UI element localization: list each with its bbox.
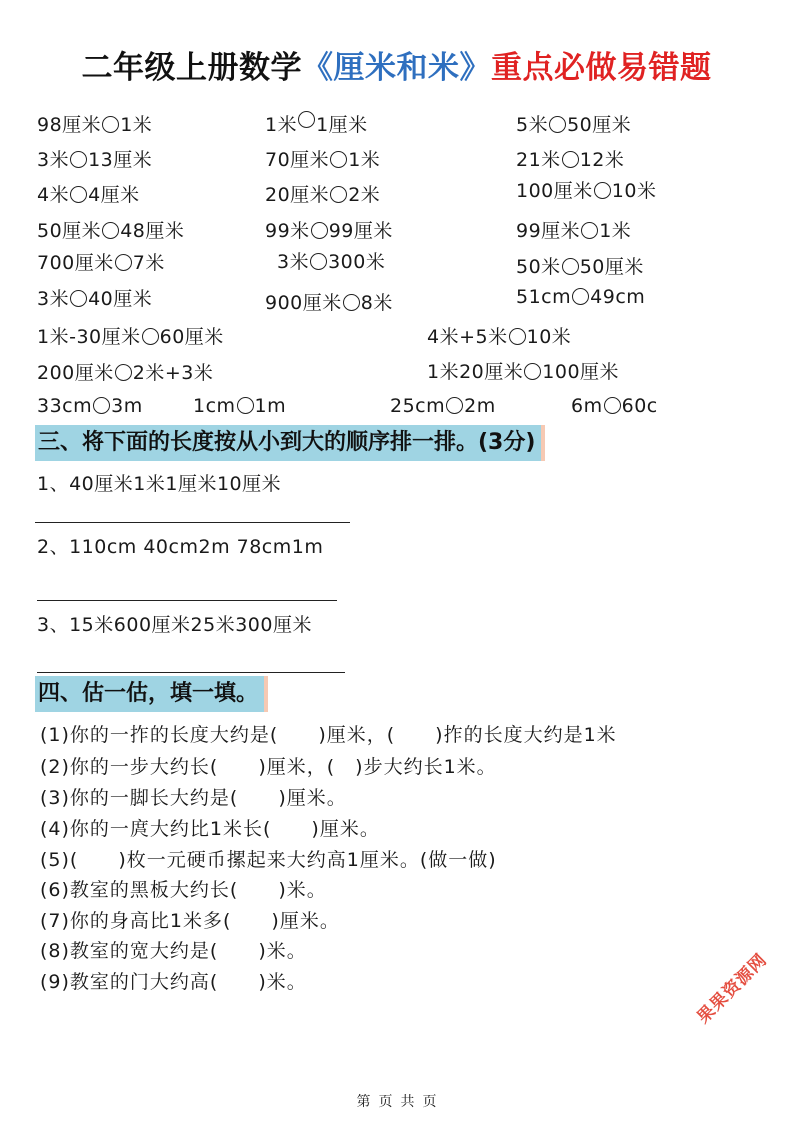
footer-di: 第 xyxy=(356,1094,371,1110)
estimate-question-7: (7)你的身高比1米多( )厘米。 xyxy=(40,910,340,932)
answer-circle[interactable] xyxy=(572,288,589,305)
compare-item: 33cm 3m xyxy=(37,395,143,417)
answer-circle[interactable] xyxy=(549,116,566,133)
answer-circle[interactable] xyxy=(581,222,598,239)
answer-circle[interactable] xyxy=(311,222,328,239)
answer-circle[interactable] xyxy=(115,254,132,271)
title-subtitle: 重点必做易错题 xyxy=(491,50,712,86)
estimate-question-4: (4)你的一庹大约比1米长( )厘米。 xyxy=(40,818,380,840)
answer-circle[interactable] xyxy=(330,186,347,203)
estimate-question-3: (3)你的一脚长大约是( )厘米。 xyxy=(40,787,347,809)
estimate-question-6: (6)教室的黑板大约长( )米。 xyxy=(40,879,327,901)
answer-circle[interactable] xyxy=(310,253,327,270)
answer-circle[interactable] xyxy=(102,116,119,133)
compare-item: 1cm 1m xyxy=(193,395,287,417)
compare-item: 4米 4厘米 xyxy=(37,184,140,206)
answer-circle[interactable] xyxy=(524,363,541,380)
estimate-question-1: (1)你的一拃的长度大约是( )厘米，( )拃的长度大约是1米 xyxy=(40,724,617,746)
page-title xyxy=(0,42,793,87)
answer-circle[interactable] xyxy=(102,222,119,239)
estimate-question-8: (8)教室的宽大约是( )米。 xyxy=(40,940,307,962)
section-4-heading: 四、估一估，填一填。 xyxy=(35,676,264,712)
answer-circle[interactable] xyxy=(343,294,360,311)
compare-item: 3米 13厘米 xyxy=(37,149,153,171)
compare-item: 99米 99厘米 xyxy=(265,220,393,242)
compare-item: 100厘米 10米 xyxy=(516,180,657,202)
estimate-question-2: (2)你的一步大约长( )厘米，( )步大约长1米。 xyxy=(40,756,497,778)
compare-item: 5米 50厘米 xyxy=(516,114,632,136)
compare-item: 21米 12米 xyxy=(516,149,625,171)
compare-item: 50厘米 48厘米 xyxy=(37,220,185,242)
compare-item: 1米-30厘米 60厘米 xyxy=(37,326,224,348)
compare-item: 99厘米 1米 xyxy=(516,220,632,242)
answer-circle[interactable] xyxy=(446,397,463,414)
answer-circle[interactable] xyxy=(604,397,621,414)
compare-item: 98厘米 1米 xyxy=(37,114,153,136)
answer-line[interactable] xyxy=(37,672,345,673)
answer-circle[interactable] xyxy=(237,397,254,414)
compare-item: 70厘米 1米 xyxy=(265,149,381,171)
answer-line[interactable] xyxy=(35,522,350,523)
compare-item: 700厘米 7米 xyxy=(37,252,165,274)
compare-item: 4米+5米 10米 xyxy=(427,326,572,348)
answer-circle[interactable] xyxy=(594,182,611,199)
title-grade: 二年级上册数学 xyxy=(81,50,302,86)
compare-item: 1米20厘米 100厘米 xyxy=(427,361,620,383)
compare-item: 51cm 49cm xyxy=(516,286,646,308)
answer-circle[interactable] xyxy=(562,151,579,168)
answer-circle[interactable] xyxy=(298,111,315,128)
ordering-question-3: 3、15米600厘米25米300厘米 xyxy=(37,614,312,636)
compare-item: 900厘米 8米 xyxy=(265,292,393,314)
page-footer xyxy=(0,1091,793,1111)
answer-circle[interactable] xyxy=(70,151,87,168)
answer-circle[interactable] xyxy=(562,258,579,275)
compare-item: 50米 50厘米 xyxy=(516,256,644,278)
compare-item: 1米 1厘米 xyxy=(265,110,368,137)
answer-circle[interactable] xyxy=(115,364,132,381)
compare-item: 3米 300米 xyxy=(277,251,386,273)
title-topic: 《厘米和米》 xyxy=(302,50,491,86)
answer-line[interactable] xyxy=(37,600,337,601)
footer-ye-total: 页 xyxy=(422,1094,437,1110)
compare-item: 25cm 2m xyxy=(390,395,496,417)
answer-circle[interactable] xyxy=(93,397,110,414)
ordering-question-1: 1、40厘米1米1厘米10厘米 xyxy=(37,473,282,495)
compare-item: 6m 60c xyxy=(571,395,658,417)
footer-gong: 共 xyxy=(400,1094,415,1110)
estimate-question-9: (9)教室的门大约高( )米。 xyxy=(40,971,307,993)
answer-circle[interactable] xyxy=(142,328,159,345)
compare-item: 20厘米 2米 xyxy=(265,184,381,206)
compare-item: 3米 40厘米 xyxy=(37,288,153,310)
answer-circle[interactable] xyxy=(70,186,87,203)
watermark-text: 果果资源网 xyxy=(693,949,772,1028)
footer-ye: 页 xyxy=(378,1094,393,1110)
answer-circle[interactable] xyxy=(70,290,87,307)
estimate-question-5: (5)( )枚一元硬币摞起来大约高1厘米。(做一做) xyxy=(40,849,497,871)
compare-item: 200厘米 2米+3米 xyxy=(37,362,214,384)
ordering-question-2: 2、110cm 40cm2m 78cm1m xyxy=(37,536,324,558)
answer-circle[interactable] xyxy=(509,328,526,345)
section-3-heading: 三、将下面的长度按从小到大的顺序排一排。(3分) xyxy=(35,425,541,461)
answer-circle[interactable] xyxy=(330,151,347,168)
